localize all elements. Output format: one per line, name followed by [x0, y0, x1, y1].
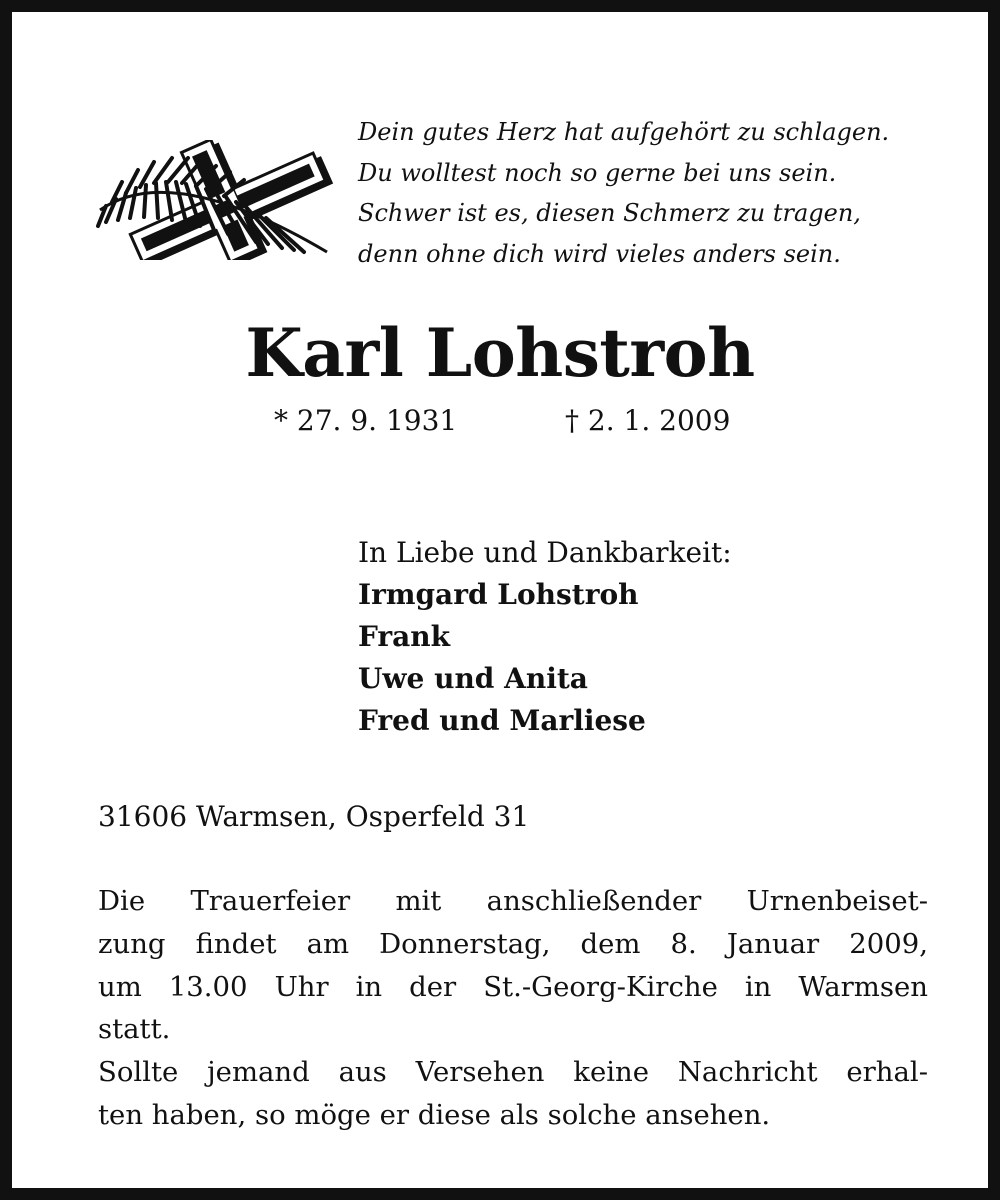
service-line: statt.: [98, 1013, 171, 1046]
service-line: Die Trauerfeier mit anschließender Urnenbeiset-: [98, 885, 928, 917]
mourner-name: Fred und Marliese: [358, 704, 646, 737]
mourners-intro: In Liebe und Dankbarkeit:: [358, 536, 732, 569]
deceased-name: Karl Lohstroh: [245, 314, 755, 392]
service-line: ten haben, so möge er diese als solche ansehen.: [98, 1098, 771, 1131]
death-date: † 2. 1. 2009: [565, 404, 731, 437]
poem-line: denn ohne dich wird vieles anders sein.: [358, 239, 841, 268]
cross-with-palm-frond-icon: [92, 140, 337, 260]
service-line: Sollte jemand aus Versehen keine Nachricht erhal-: [98, 1056, 928, 1089]
service-line: um 13.00 Uhr in der St.-Georg-Kirche in Warmsen: [98, 970, 928, 1003]
service-line: zung findet am Donnerstag, dem 8. Januar 2009,: [98, 927, 928, 960]
poem-line: Schwer ist es, diesen Schmerz zu tragen,: [358, 199, 861, 227]
mourner-name: Irmgard Lohstroh: [358, 578, 639, 611]
mourners-list: [358, 532, 732, 742]
address: 31606 Warmsen, Osperfeld 31: [98, 800, 530, 833]
birth-date: * 27. 9. 1931: [274, 404, 458, 437]
mourner-name: Frank: [358, 620, 451, 653]
poem: [358, 112, 958, 274]
poem-line: Du wolltest noch so gerne bei uns sein.: [358, 158, 837, 187]
service-announcement: [98, 880, 928, 1137]
poem-line: Dein gutes Herz hat aufgehört zu schlagen.: [358, 118, 890, 146]
mourner-name: Uwe und Anita: [358, 662, 588, 695]
